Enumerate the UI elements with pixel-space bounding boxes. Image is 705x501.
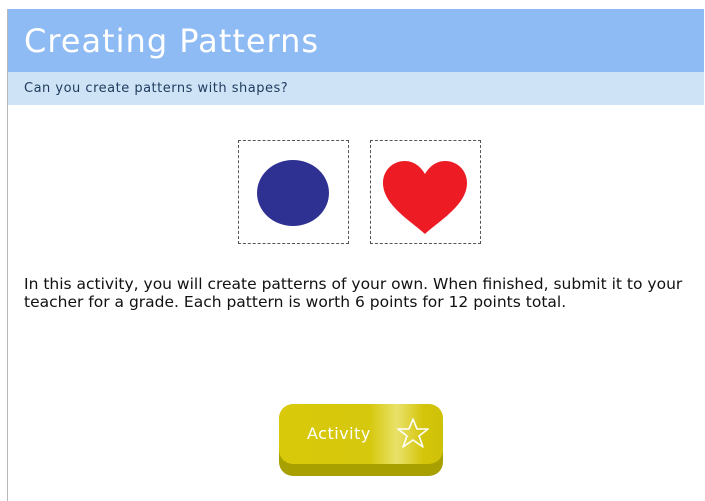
activity-button[interactable]: [279, 404, 443, 476]
heart-shape-tile[interactable]: [370, 140, 481, 244]
page-subtitle: Can you create patterns with shapes?: [24, 81, 289, 96]
instructions-text: In this activity, you will create patterns of your own. When finished, submit it to your teacher for a grade. Each pattern is worth 6 points for 12 points total.: [24, 275, 683, 311]
heart-icon: [371, 141, 479, 242]
circle-icon: [239, 141, 347, 242]
circle-shape-tile[interactable]: [238, 140, 349, 244]
activity-button-label: Activity: [307, 424, 371, 443]
page-frame: [7, 9, 703, 501]
page-header: [8, 9, 704, 72]
page-subheader: [8, 72, 704, 105]
page-title: Creating Patterns: [24, 22, 320, 60]
star-icon: [396, 417, 430, 449]
